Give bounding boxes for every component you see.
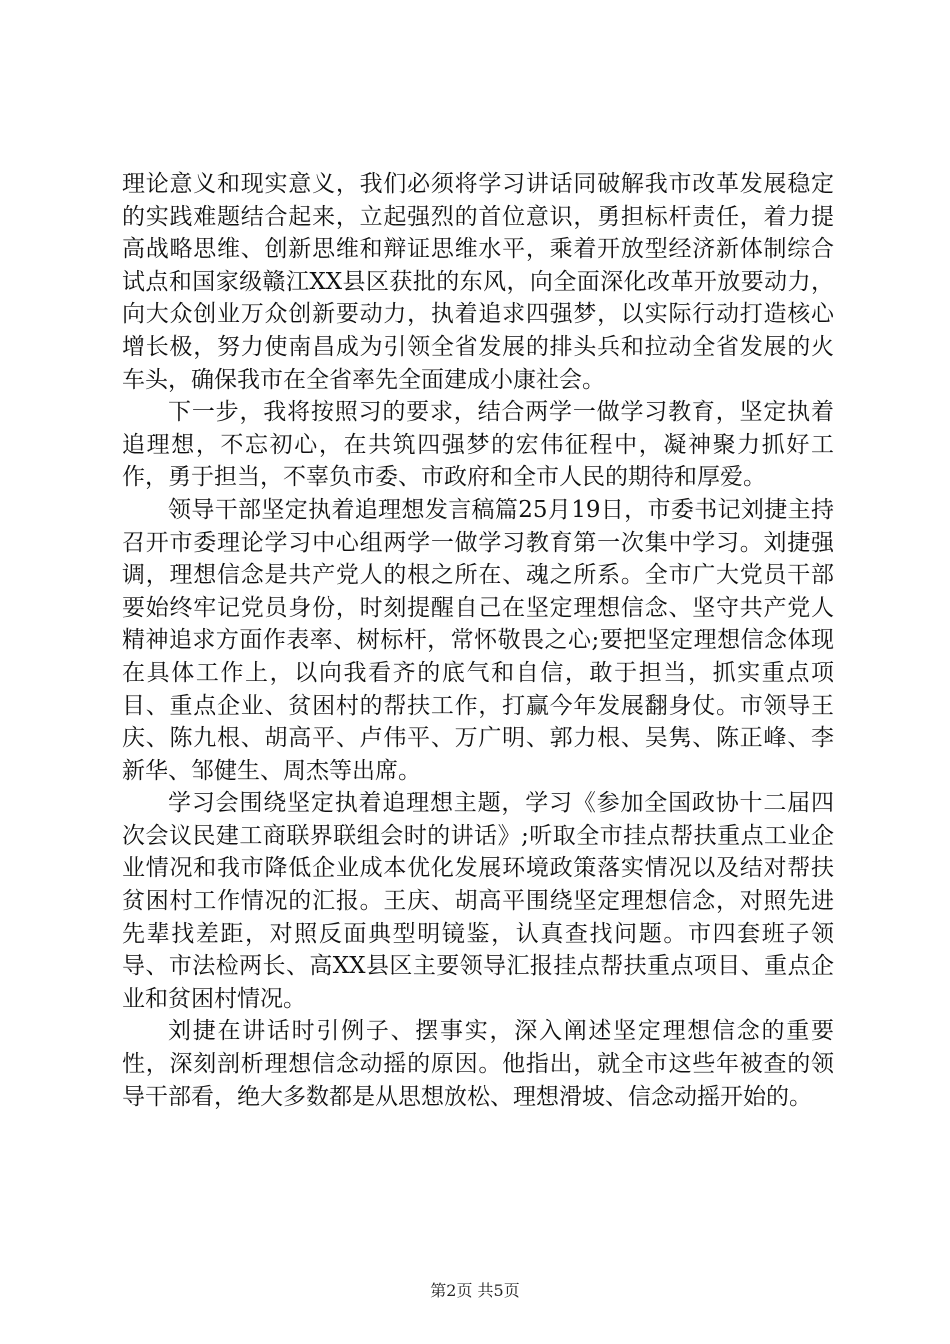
paragraph: 刘捷在讲话时引例子、摆事实，深入阐述坚定理想信念的重要性，深刻剖析理想信念动摇的原因。他指出，就全市这些年被查的领导干部看，绝大多数都是从思想放松、理想滑坡、信念动摇开始的。 [122, 1018, 834, 1110]
page-number-footer: 第2页 共5页 [430, 1281, 520, 1300]
document-body [122, 168, 834, 1113]
paragraph: 领导干部坚定执着追理想发言稿篇25月19日，市委书记刘捷主持召开市委理论学习中心组两学一做学习教育第一次集中学习。刘捷强调，理想信念是共产党人的根之所在、魂之所系。全市广大党员干部要始终牢记党员身份，时刻提醒自己在坚定理想信念、坚守共产党人精神追求方面作表率、树标杆，常怀敬畏之心;要把坚定理想信念体现在具体工作上，以向我看齐的底气和自信，敢于担当，抓实重点项目、重点企业、贫困村的帮扶工作，打赢今年发展翻身仗。市领导王庆、陈九根、胡高平、卢伟平、万广明、郭力根、吴隽、陈正峰、李新华、邹健生、周杰等出席。 [122, 496, 834, 784]
paragraph-continued: 理论意义和现实意义，我们必须将学习讲话同破解我市改革发展稳定的实践难题结合起来，立起强烈的首位意识，勇担标杆责任，着力提高战略思维、创新思维和辩证思维水平，乘着开放型经济新体制综合试点和国家级赣江XX县区获批的东风，向全面深化改革开放要动力，向大众创业万众创新要动力，执着追求四强梦，以实际行动打造核心增长极，努力使南昌成为引领全省发展的排头兵和拉动全省发展的火车头，确保我市在全省率先全面建成小康社会。 [122, 171, 834, 393]
paragraph: 下一步，我将按照习的要求，结合两学一做学习教育，坚定执着追理想，不忘初心，在共筑四强梦的宏伟征程中，凝神聚力抓好工作，勇于担当，不辜负市委、市政府和全市人民的期待和厚爱。 [122, 399, 834, 491]
paragraph: 学习会围绕坚定执着追理想主题，学习《参加全国政协十二届四次会议民建工商联界联组会时的讲话》;听取全市挂点帮扶重点工业企业情况和我市降低企业成本优化发展环境政策落实情况以及结对帮扶贫困村工作情况的汇报。王庆、胡高平围绕坚定理想信念，对照先进先辈找差距，对照反面典型明镜鉴，认真查找问题。市四套班子领导、市法检两长、高XX县区主要领导汇报挂点帮扶重点项目、重点企业和贫困村情况。 [122, 790, 834, 1012]
